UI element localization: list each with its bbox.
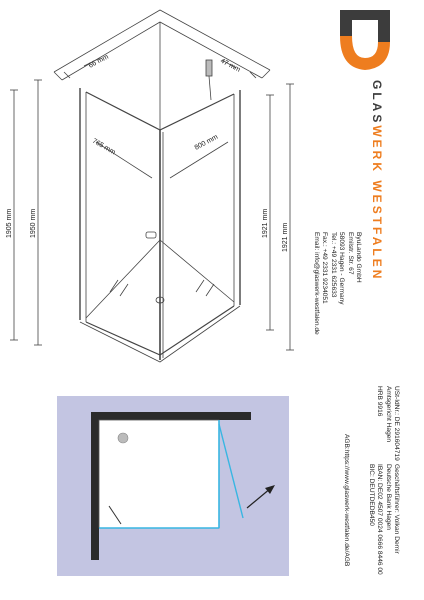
dim-side-height-b: 1921 mm <box>282 222 289 252</box>
contact-line: 58093 Hagen - Germany <box>338 232 346 305</box>
dim-door-width: 765 mm <box>91 137 117 157</box>
legal-line: HRB 9916 <box>376 386 384 417</box>
brand-name-werk: WERK <box>370 125 384 175</box>
dim-height-outer: 1950 mm <box>30 208 37 238</box>
legal-column-2 <box>366 464 400 575</box>
contact-line: Email: info@glaswerk-westfalen.de <box>312 232 320 335</box>
hinge-icon <box>206 60 212 76</box>
plan-tray <box>99 420 219 528</box>
floor-plan <box>57 396 289 576</box>
top-wall-outline <box>54 10 270 72</box>
contact-line: Fax.: +49 2331 9234051 <box>321 232 329 304</box>
plan-wall-left <box>91 412 99 560</box>
contact-block <box>312 232 362 335</box>
agb-link[interactable]: AGB:https://www.glaswerk-westfalen.de/AGB <box>343 434 350 567</box>
dim-wall-left: 66 mm <box>87 53 110 70</box>
plan-drain-icon <box>118 433 128 443</box>
plan-wall-top <box>91 412 251 420</box>
brand-name <box>370 80 384 281</box>
brand-name-westfalen: WESTFALEN <box>370 180 384 282</box>
legal-line: Geschäftsführer: Volkan Demir <box>393 464 400 554</box>
glaswerk-logo <box>334 6 396 74</box>
dim-height-inner: 1905 mm <box>6 208 13 238</box>
legal-column-1 <box>375 386 400 461</box>
dim-wall-right: 47 mm <box>219 57 242 74</box>
contact-line: ByuLando GmbH <box>355 232 362 283</box>
legal-line: Deutsche Bank Hagen <box>384 464 392 530</box>
legal-line: Amtsgericht Hagen <box>384 386 392 443</box>
dim-side-width: 800 mm <box>193 133 220 152</box>
contact-line: Tel.: +49 2331 625633 <box>329 232 337 298</box>
door-handle-icon <box>146 232 156 238</box>
legal-line: BIC: DEUTDEDB450 <box>367 464 375 526</box>
dim-side-height-a: 1921 mm <box>262 208 269 238</box>
legal-line: IBAN: DE02 4507 0024 0666 8446 00 <box>376 464 384 575</box>
brand-name-glas: GLAS <box>370 80 384 126</box>
legal-line: USt-IdNr.: DE 291604719 <box>393 386 400 461</box>
contact-line: Emilstr. Str. 67 <box>346 232 354 275</box>
shower-elevation-drawing <box>0 0 300 380</box>
